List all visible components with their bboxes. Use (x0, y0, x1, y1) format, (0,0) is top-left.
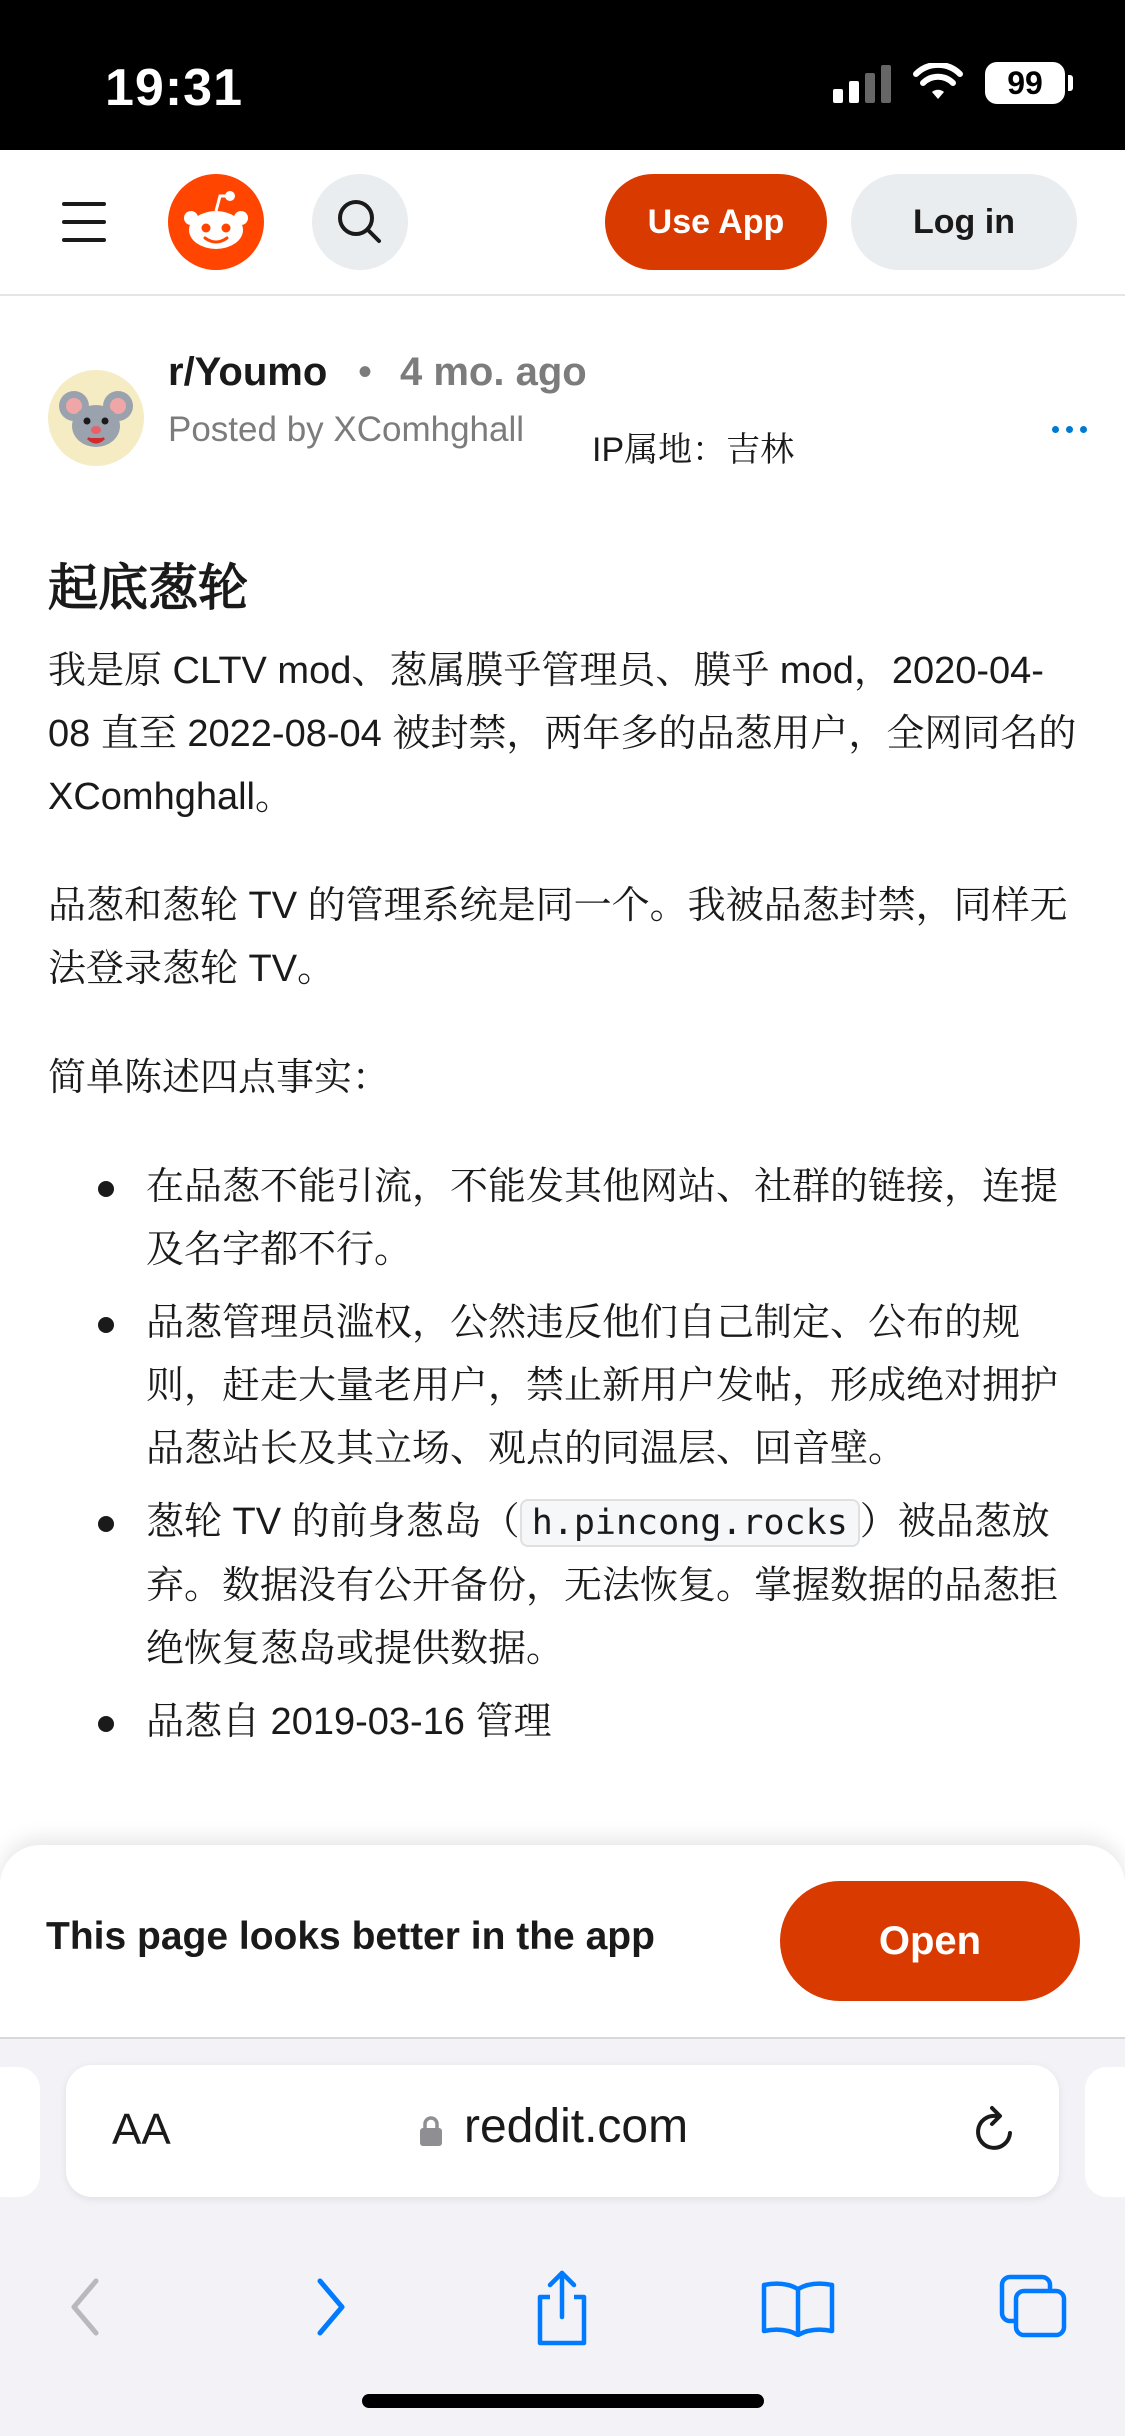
wifi-icon (913, 63, 963, 103)
status-time: 19:31 (105, 59, 243, 117)
post-paragraph: 品葱和葱轮 TV 的管理系统是同一个。我被品葱封禁，同样无法登录葱轮 TV。 (48, 885, 1068, 990)
forward-button[interactable] (290, 2267, 370, 2347)
login-button[interactable]: Log in (851, 174, 1077, 270)
subreddit-avatar[interactable] (48, 370, 144, 466)
back-button[interactable] (46, 2267, 126, 2347)
list-item: 品葱管理员滥权，公然违反他们自己制定、公布的规则，赶走大量老用户，禁止新用户发帖，形成绝对拥护品葱站长及其立场、观点的同温层、回音壁。 (98, 1292, 1078, 1481)
meta-separator: • (358, 350, 373, 394)
tabs-button[interactable] (994, 2267, 1074, 2347)
list-item (98, 1491, 1078, 1681)
browser-nav-row (0, 2239, 1125, 2369)
post-title: 起底葱轮 (48, 560, 248, 616)
book-icon (760, 2277, 836, 2337)
safari-toolbar (0, 2037, 1125, 2436)
next-tab-edge[interactable] (1085, 2067, 1125, 2197)
post-paragraph: 简单陈述四点事实： (48, 1057, 391, 1099)
previous-tab-edge[interactable] (0, 2067, 40, 2197)
url-text[interactable]: reddit.com (464, 2100, 689, 2153)
list-item-text: ）被品葱放弃。数据没有公开备份，无法恢复。掌握数据的品葱拒绝恢复葱岛或提供数据。 (146, 1501, 1059, 1670)
reader-options-button[interactable]: AA (112, 2105, 171, 2154)
cellular-signal-icon (833, 63, 891, 103)
inline-code: h.pincong.rocks (520, 1499, 860, 1547)
tabs-icon (998, 2273, 1070, 2341)
open-in-app-banner (0, 1845, 1125, 2037)
chevron-right-icon (310, 2275, 350, 2339)
posted-by[interactable]: Posted by XComhghall (168, 410, 525, 449)
reddit-logo-icon[interactable] (168, 174, 264, 270)
search-button[interactable] (312, 174, 408, 270)
post-paragraph: 我是原 CLTV mod、葱属膜乎管理员、膜乎 mod，2020-04-08 直至 2022-08-04 被封禁，两年多的品葱用户，全网同名的 XComhghall。 (48, 650, 1077, 818)
status-icons (833, 62, 1065, 104)
more-options-icon[interactable] (1052, 426, 1087, 433)
share-button[interactable] (522, 2267, 602, 2347)
lock-icon (418, 2115, 444, 2147)
post-body (48, 640, 1078, 1764)
open-app-button[interactable]: Open (780, 1881, 1080, 2001)
address-bar[interactable] (66, 2065, 1059, 2197)
post-time: 4 mo. ago (400, 350, 587, 394)
bookmarks-button[interactable] (758, 2267, 838, 2347)
ip-location: IP属地：吉林 (592, 431, 795, 469)
banner-text: This page looks better in the app (46, 1915, 655, 1958)
battery-icon: 99 (985, 62, 1065, 104)
status-bar (0, 0, 1125, 150)
list-item-text: 葱轮 TV 的前身葱岛（ (146, 1501, 520, 1543)
chevron-left-icon (66, 2275, 106, 2339)
use-app-button[interactable]: Use App (605, 174, 827, 270)
menu-icon[interactable] (62, 202, 106, 242)
list-item: 品葱自 2019-03-16 管理 (98, 1691, 1078, 1754)
subreddit-name[interactable]: r/Youmo (168, 350, 328, 394)
reload-icon[interactable] (966, 2103, 1022, 2159)
reddit-header (0, 150, 1125, 296)
fact-list (98, 1156, 1078, 1754)
home-indicator[interactable] (362, 2394, 764, 2408)
list-item: 在品葱不能引流，不能发其他网站、社群的链接，连提及名字都不行。 (98, 1156, 1078, 1282)
search-icon (312, 174, 408, 270)
share-icon (530, 2267, 594, 2347)
